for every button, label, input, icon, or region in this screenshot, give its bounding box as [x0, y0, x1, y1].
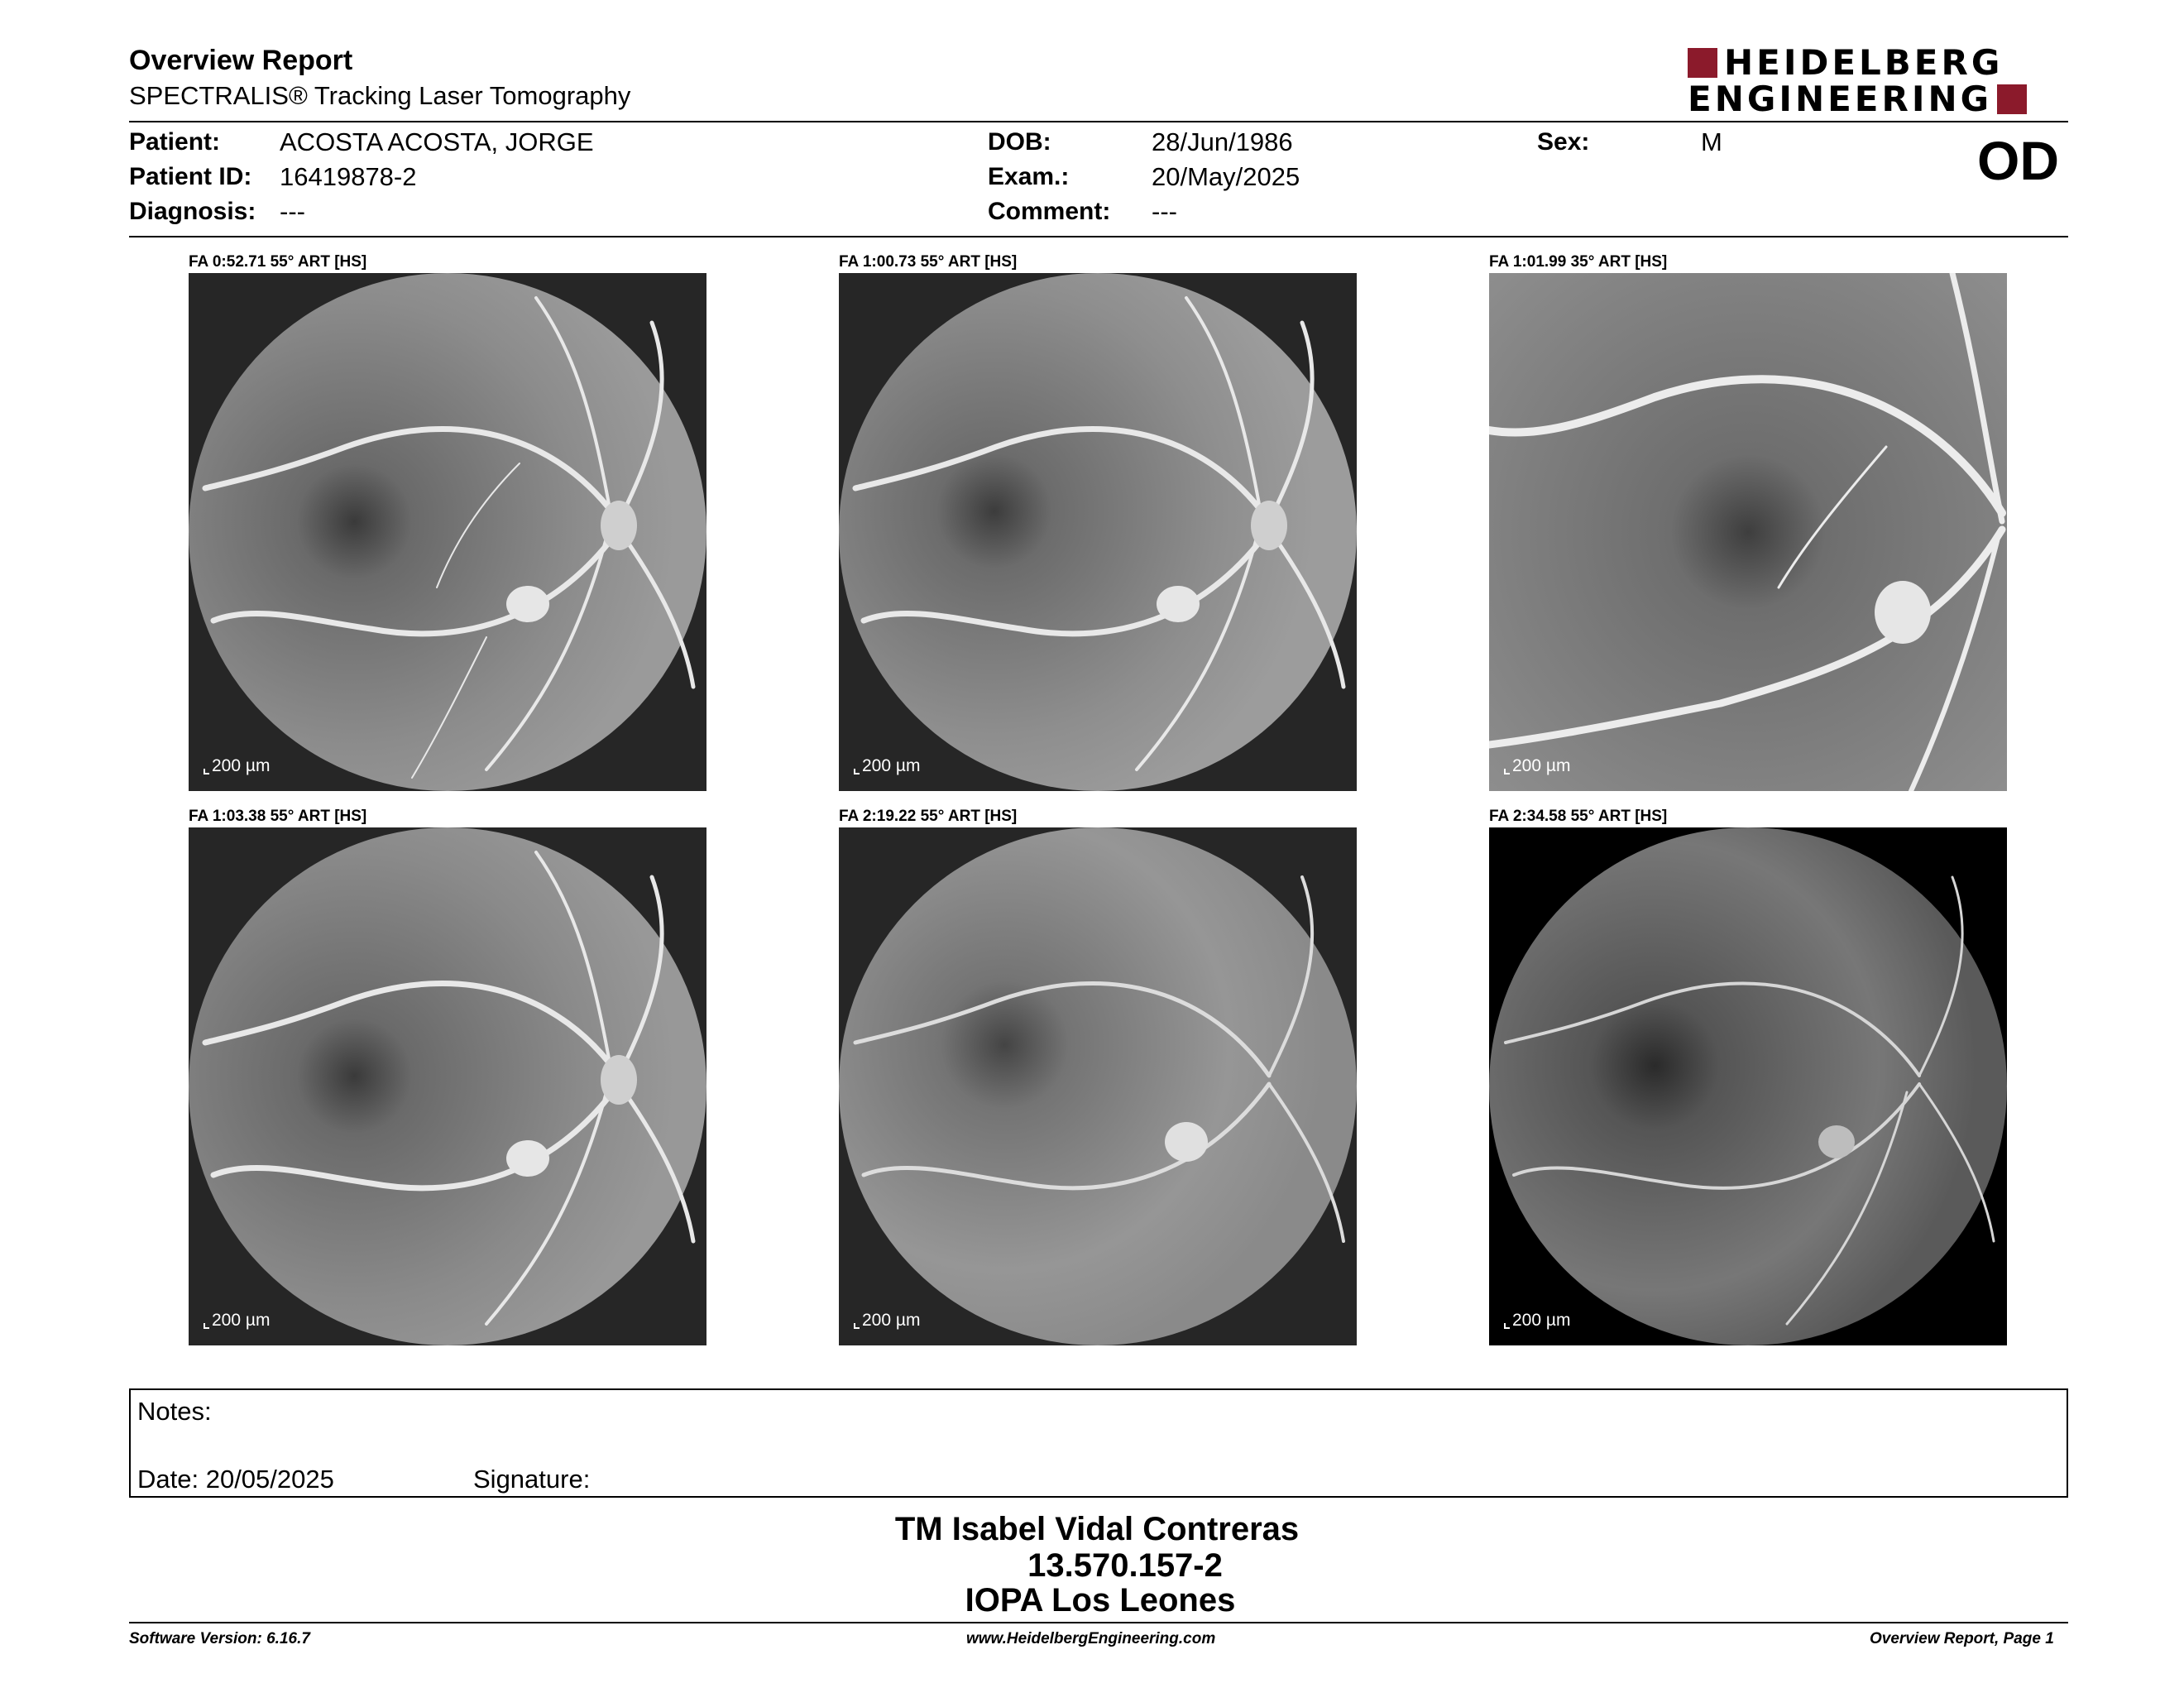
logo-line2: ENGINEERING: [1688, 79, 1993, 119]
scale-label: 200 µm: [1512, 756, 1571, 775]
fundus-image[interactable]: [1489, 827, 2007, 1345]
scale-label: 200 µm: [862, 1311, 921, 1330]
sex-value: M: [1701, 127, 1722, 156]
fundus-angiogram: [839, 273, 1357, 791]
scale-bar: [204, 1311, 270, 1331]
signature-label: Signature:: [473, 1465, 591, 1494]
comment-value: ---: [1152, 197, 1177, 226]
logo-square-left: [1688, 48, 1717, 78]
date-text: Date: 20/05/2025: [137, 1465, 334, 1494]
scale-bar: [1504, 1311, 1570, 1331]
software-version: Software Version: 6.16.7: [129, 1630, 310, 1647]
heidelberg-logo: [1688, 42, 2068, 119]
comment-label: Comment:: [988, 198, 1111, 225]
scale-label: 200 µm: [212, 756, 271, 775]
fundus-image[interactable]: [189, 273, 706, 791]
logo-square-right: [1997, 84, 2027, 114]
fundus-angiogram: [839, 827, 1357, 1345]
logo-line1: HEIDELBERG: [1724, 42, 2004, 83]
scale-marker-icon: [854, 1323, 860, 1329]
fundus-image[interactable]: [839, 273, 1357, 791]
fundus-angiogram: [1489, 827, 2007, 1345]
patient-label: Patient:: [129, 128, 221, 156]
notes-label: Notes:: [137, 1397, 212, 1426]
header-divider: [129, 121, 2068, 122]
scale-bar: [204, 756, 270, 776]
fundus-angiogram: [189, 827, 706, 1345]
diagnosis-label: Diagnosis:: [129, 198, 256, 225]
website-link[interactable]: www.HeidelbergEngineering.com: [966, 1630, 1216, 1647]
scale-bar: [854, 756, 920, 776]
patient-id-label: Patient ID:: [129, 163, 252, 190]
sex-label: Sex:: [1537, 128, 1590, 156]
page-indicator: Overview Report, Page 1: [1870, 1630, 2054, 1647]
scale-bar: [1504, 756, 1570, 776]
scale-marker-icon: [204, 1323, 209, 1329]
fundus-image[interactable]: [839, 827, 1357, 1345]
report-subtitle: SPECTRALIS® Tracking Laser Tomography: [129, 81, 631, 110]
image-caption: FA 1:01.99 35° ART [HS]: [1489, 253, 1668, 271]
notes-box[interactable]: [129, 1388, 2068, 1498]
signatory-name: TM Isabel Vidal Contreras: [894, 1511, 1300, 1547]
patient-id-value: 16419878-2: [280, 162, 417, 191]
eye-indicator: OD: [1977, 130, 2059, 191]
scale-marker-icon: [204, 769, 209, 774]
signatory-institution: IOPA Los Leones: [965, 1582, 1236, 1618]
fundus-angiogram: [189, 273, 706, 791]
scale-marker-icon: [1504, 769, 1510, 774]
dob-value: 28/Jun/1986: [1152, 127, 1293, 156]
fundus-image[interactable]: [189, 827, 706, 1345]
dob-label: DOB:: [988, 128, 1051, 156]
image-caption: FA 0:52.71 55° ART [HS]: [189, 253, 367, 271]
scale-label: 200 µm: [862, 756, 921, 775]
exam-label: Exam.:: [988, 163, 1070, 190]
scale-bar: [854, 1311, 920, 1331]
image-caption: FA 2:19.22 55° ART [HS]: [839, 808, 1018, 825]
exam-value: 20/May/2025: [1152, 162, 1300, 191]
scale-label: 200 µm: [1512, 1311, 1571, 1330]
scale-label: 200 µm: [212, 1311, 271, 1330]
footer-divider: [129, 1622, 2068, 1623]
patient-value: ACOSTA ACOSTA, JORGE: [280, 127, 594, 156]
image-caption: FA 2:34.58 55° ART [HS]: [1489, 808, 1668, 825]
patient-divider: [129, 236, 2068, 237]
scale-marker-icon: [1504, 1323, 1510, 1329]
fundus-angiogram: [1489, 273, 2007, 791]
image-caption: FA 1:03.38 55° ART [HS]: [189, 808, 367, 825]
image-caption: FA 1:00.73 55° ART [HS]: [839, 253, 1018, 271]
scale-marker-icon: [854, 769, 860, 774]
report-title: Overview Report: [129, 45, 353, 76]
diagnosis-value: ---: [280, 197, 305, 226]
signatory-id: 13.570.157-2: [1027, 1547, 1223, 1584]
fundus-image[interactable]: [1489, 273, 2007, 791]
